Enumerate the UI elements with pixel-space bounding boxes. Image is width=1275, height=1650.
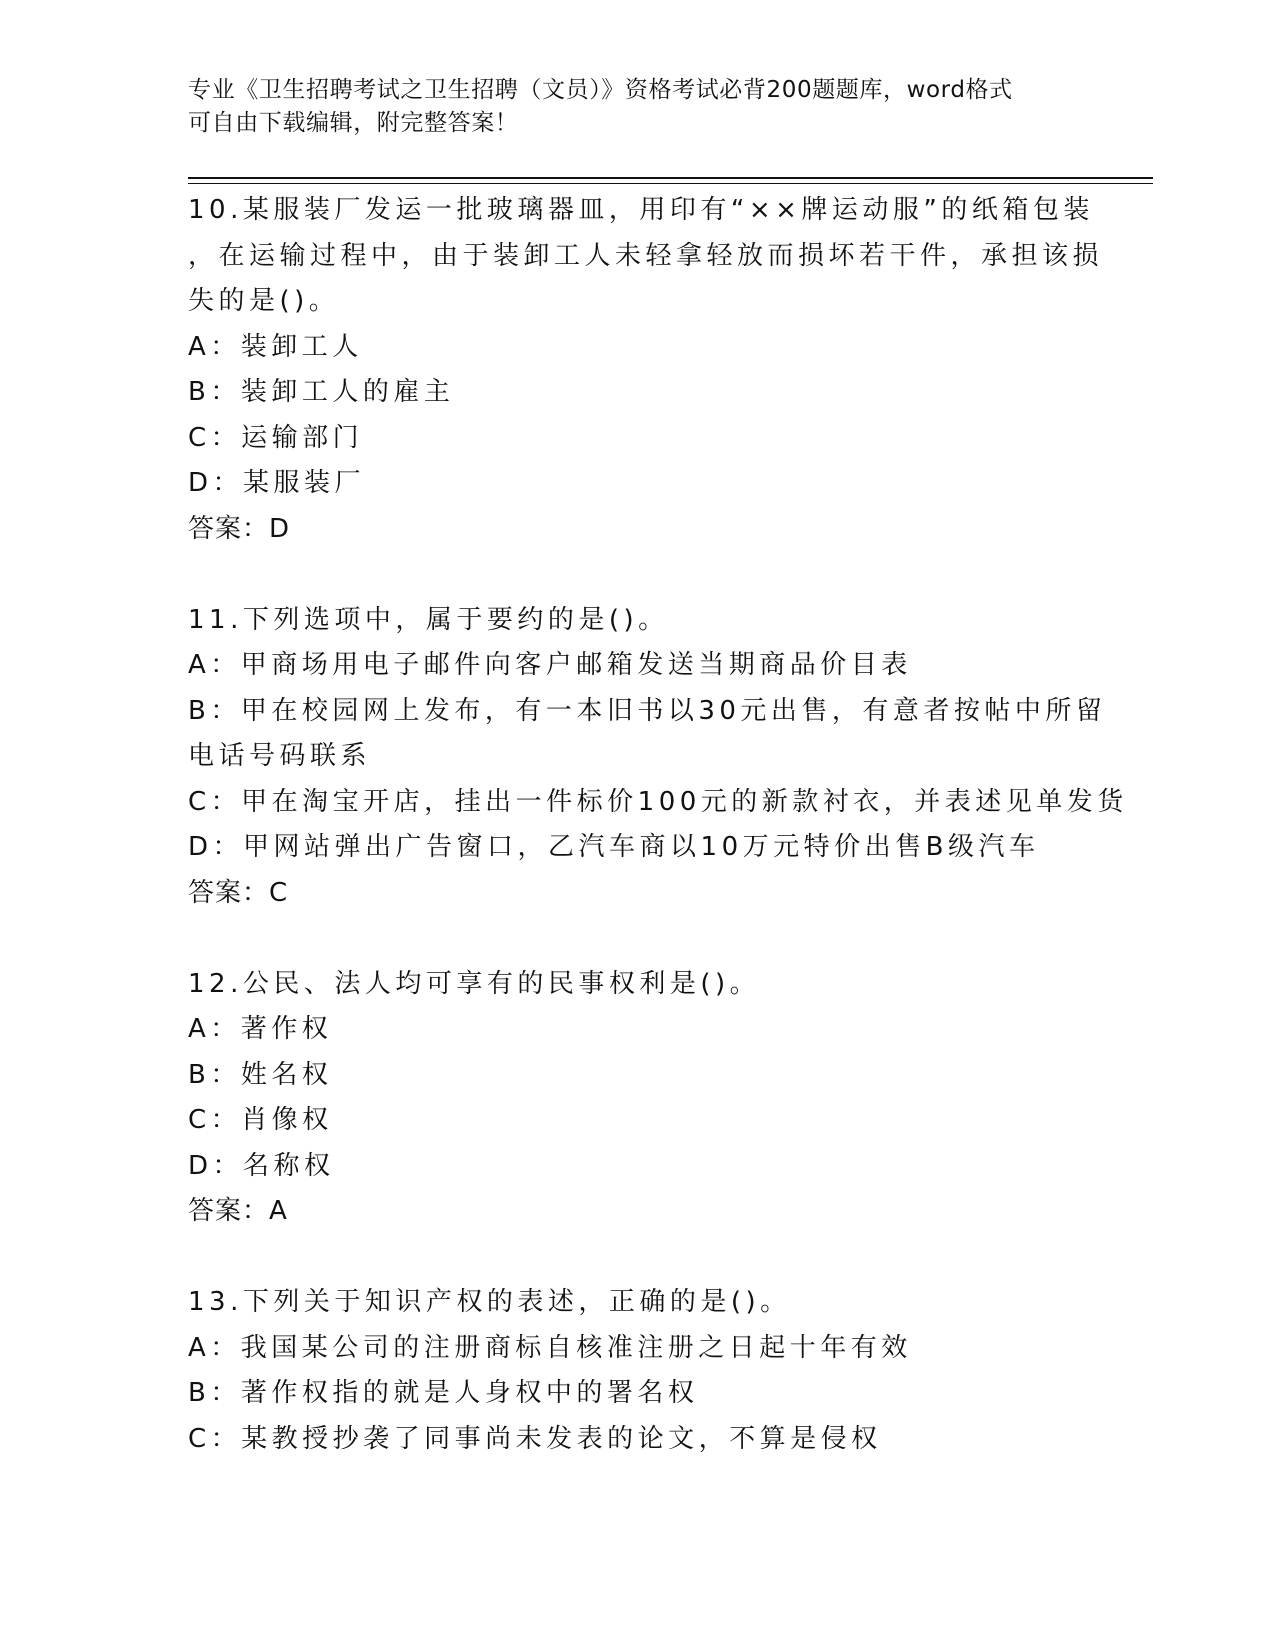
answer-line: 答案：C [188, 877, 289, 908]
option-a: A：我国某公司的注册商标自核准注册之日起十年有效 [188, 1332, 912, 1363]
question-stem-line: ，在运输过程中，由于装卸工人未轻拿轻放而损坏若干件，承担该损 [188, 240, 1104, 271]
question-11 [188, 598, 1128, 962]
question-stem-line: 12.公民、法人均可享有的民事权利是()。 [188, 968, 761, 999]
question-list [188, 188, 1128, 1462]
option-b: B：著作权指的就是人身权中的署名权 [188, 1378, 699, 1408]
option-b: B：甲在校园网上发布，有一本旧书以30元出售，有意者按帖中所留 [188, 695, 1107, 726]
option-a: A：著作权 [188, 1014, 333, 1044]
question-spacer [188, 916, 1088, 962]
answer-line: 答案：A [188, 1196, 288, 1226]
question-13 [188, 1280, 1088, 1462]
option-c: C：某教授抄袭了同事尚未发表的论文，不算是侵权 [188, 1423, 882, 1454]
question-12 [188, 962, 1088, 1281]
option-d: D：名称权 [188, 1150, 335, 1181]
question-spacer [188, 552, 1088, 598]
option-b-continued: 电话号码联系 [188, 741, 372, 771]
question-spacer [188, 1235, 1088, 1281]
question-stem-line: 13.下列关于知识产权的表述，正确的是()。 [188, 1287, 791, 1317]
option-a: A：装卸工人 [188, 331, 363, 362]
option-c: C：肖像权 [188, 1105, 333, 1135]
document-header [188, 74, 1088, 140]
question-stem-line: 10.某服装厂发运一批玻璃器皿，用印有“××牌运动服”的纸箱包装 [188, 195, 1094, 225]
answer-line: 答案：D [188, 513, 291, 544]
option-c: C：甲在淘宝开店，挂出一件标价100元的新款衬衣，并表述见单发货 [188, 786, 1128, 817]
option-a: A：甲商场用电子邮件向客户邮箱发送当期商品价目表 [188, 650, 912, 680]
question-stem-line: 失的是()。 [188, 286, 340, 316]
option-d: D：某服装厂 [188, 468, 366, 498]
option-b: B：装卸工人的雇主 [188, 377, 455, 407]
option-b: B：姓名权 [188, 1059, 333, 1090]
header-rule-thick [188, 177, 1153, 179]
question-10 [188, 188, 1104, 598]
header-line-2: 可自由下载编辑，附完整答案！ [188, 110, 519, 136]
question-stem-line: 11.下列选项中，属于要约的是()。 [188, 604, 669, 635]
header-rule-thin [188, 183, 1153, 184]
header-line-1: 专业《卫生招聘考试之卫生招聘（文员）》资格考试必背200题题库，word格式 [188, 77, 1013, 103]
option-c: C：运输部门 [188, 422, 364, 453]
option-d: D：甲网站弹出广告窗口，乙汽车商以10万元特价出售B级汽车 [188, 832, 1040, 862]
